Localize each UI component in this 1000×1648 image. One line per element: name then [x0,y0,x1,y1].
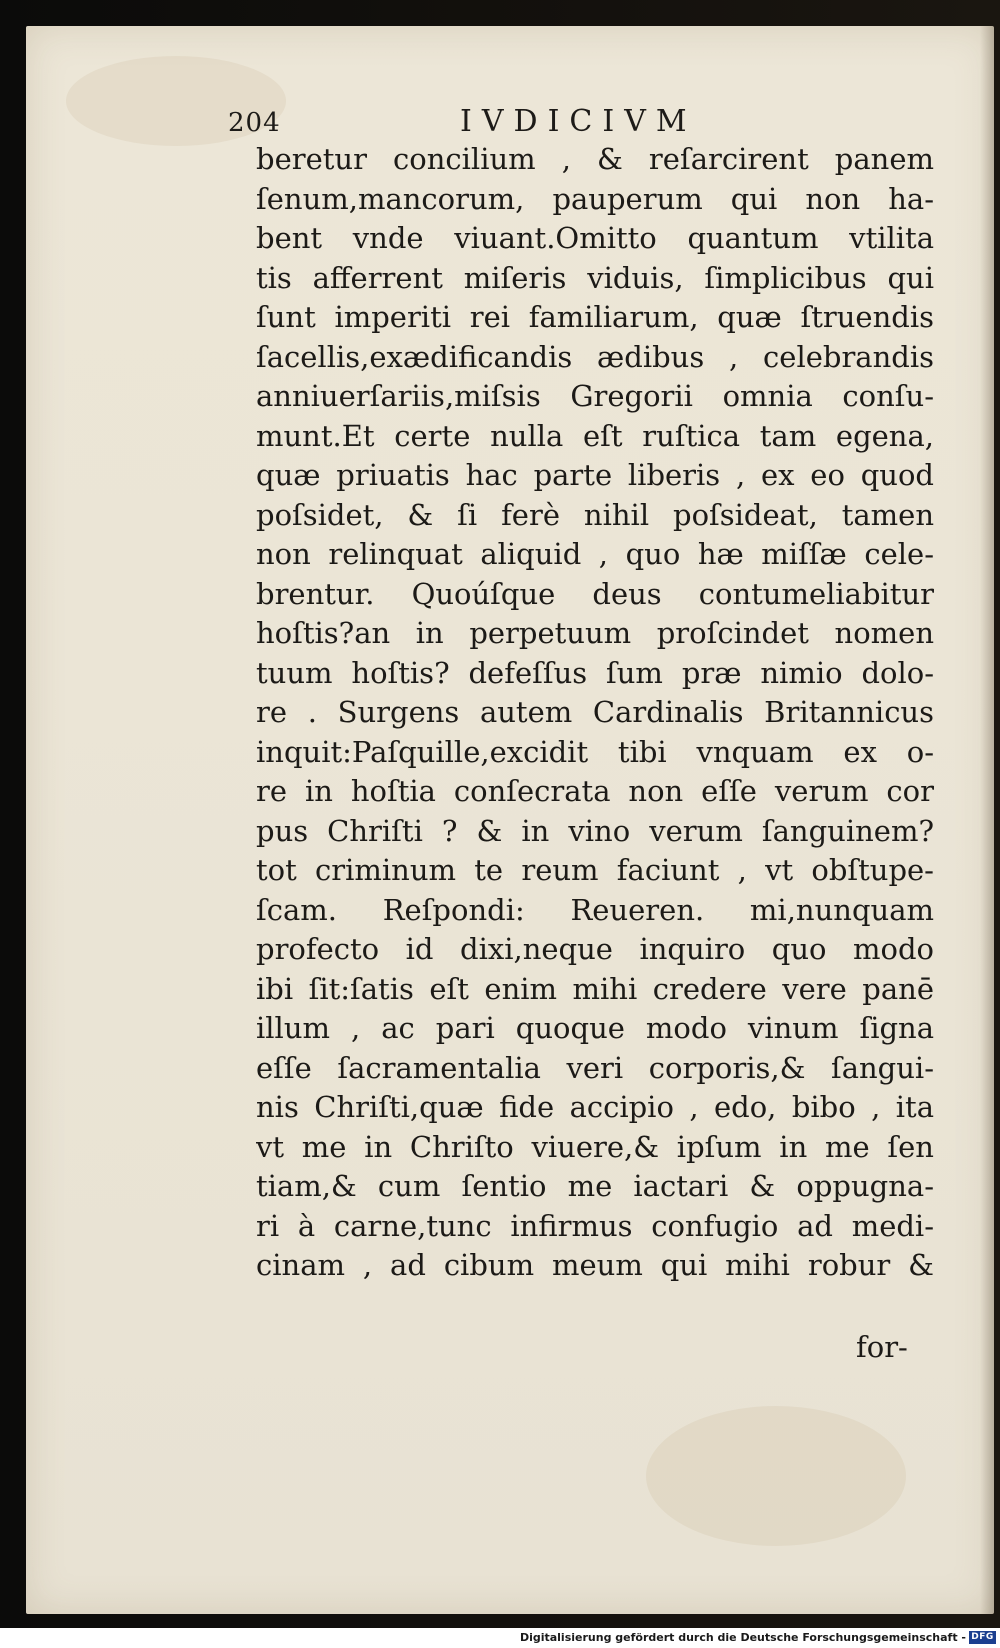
text-line: eſſe ſacramentalia veri corporis,& ſangui- [256,1050,934,1085]
text-line: vt me in Chriſto viuere,& ipſum in me ſen [256,1129,934,1164]
text-line: ſenum,mancorum, pauperum qui non ha- [256,181,934,216]
text-line: tiam,& cum ſentio me iactari & oppugna- [256,1169,934,1203]
text-line: tis afferrent miſeris viduis, ſimplicibus qui [256,260,934,295]
running-head: IVDICIVM [460,104,697,139]
dfg-logo: DFG [969,1631,996,1644]
text-line: ſacellis,exædificandis ædibus , celebrandis [256,339,934,374]
text-line: brentur. Quoúſque deus contumeliabitur [256,576,934,611]
text-line: poſsidet, & ſi ferè nihil poſsideat, tamen [256,497,934,532]
text-line: bent vnde viuant.Omitto quantum vtilita [256,221,934,255]
text-line: ſunt imperiti rei familiarum, quæ ſtruendis [256,300,934,334]
paper-stain [646,1406,906,1546]
text-line: munt.Et certe nulla eſt ruſtica tam egena, [256,418,934,453]
text-line: ibi ſit:ſatis eſt enim mihi credere vere panē [256,971,934,1006]
text-line: profecto id dixi,neque inquiro quo modo [256,932,934,966]
text-line: illum , ac pari quoque modo vinum ſigna [256,1011,934,1045]
text-line: nis Chriſti,quæ fide accipio , edo, bibo , ita [256,1090,934,1124]
page-edge-shadow [980,26,994,1614]
text-line: cinam , ad cibum meum qui mihi robur & [256,1248,934,1282]
text-line: hoſtis?an in perpetuum proſcindet nomen [256,616,934,650]
page-number: 204 [228,108,281,138]
catchword: for- [856,1330,908,1364]
text-line: anniuerſariis,miſsis Gregorii omnia conſu- [256,379,934,413]
page-header [228,104,918,144]
text-line: ri à carne,tunc infirmus confugio ad medi- [256,1208,934,1243]
text-line: non relinquat aliquid , quo hæ miſſæ cele- [256,537,934,571]
funding-credit: Digitalisierung gefördert durch die Deutsche Forschungsgemeinschaft - [519,1631,966,1644]
text-line: re in hoſtia conſecrata non eſſe verum cor [256,774,934,808]
text-line: tuum hoſtis? defeſſus ſum præ nimio dolo- [256,655,934,690]
text-line: beretur concilium , & reſarcirent panem [256,142,934,176]
text-line: quæ priuatis hac parte liberis , ex eo quod [256,458,934,492]
text-line: tot criminum te reum faciunt , vt obſtupe- [256,853,934,887]
text-line: pus Chriſti ? & in vino verum ſanguinem? [256,813,934,848]
page-body-text [256,140,934,1286]
text-line: ſcam. Reſpondi: Reueren. mi,nunquam [256,892,934,927]
text-line: inquit:Paſquille,excidit tibi vnquam ex o- [256,734,934,769]
text-line: re . Surgens autem Cardinalis Britannicus [256,695,934,729]
